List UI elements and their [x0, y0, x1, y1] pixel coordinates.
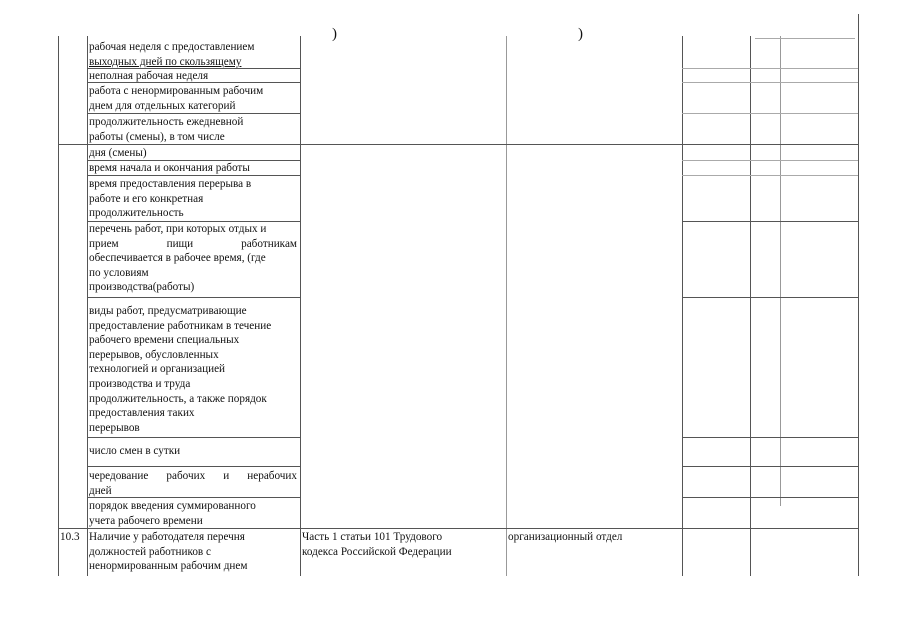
- cell-text: кодекса Российской Федерации: [302, 545, 452, 558]
- table-row: [89, 146, 299, 161]
- legal-basis-cell: [302, 530, 504, 559]
- column-border-check-a: [750, 36, 751, 576]
- cell-text: производства(работы): [89, 281, 195, 294]
- cell-text: работы (смены), в том числе: [89, 130, 225, 143]
- column-border-basis-right: [506, 36, 507, 576]
- header-mark: ): [332, 26, 337, 42]
- check-row-border: [682, 497, 858, 498]
- cell-text: рабочая неделя с предоставлением: [89, 41, 255, 53]
- column-border-requirement-left: [87, 36, 88, 576]
- cell-text: должностей работников с: [89, 545, 211, 558]
- cell-text: время начала и окончания работы: [89, 162, 250, 174]
- cell-text: дней: [89, 484, 112, 497]
- table-row: [89, 499, 299, 528]
- check-row-border: [682, 68, 858, 69]
- cell-text: продолжительность: [89, 207, 184, 220]
- cell-text: технологией и организацией: [89, 363, 226, 376]
- cell-text: работе и его конкретная: [89, 192, 204, 205]
- cell-text: прием пищи работникам: [89, 237, 297, 250]
- cell-text: продолжительность ежедневной: [89, 116, 244, 128]
- cell-text: Наличие у работодателя перечня: [89, 531, 245, 543]
- cell-text: производства и труда: [89, 377, 191, 390]
- table-row: [89, 69, 299, 84]
- table-row: [89, 40, 299, 69]
- table-row: [89, 115, 299, 144]
- row-number: 10.3: [60, 531, 80, 543]
- row-border: [87, 466, 300, 467]
- check-row-border: [682, 466, 858, 467]
- table-row: [89, 177, 299, 221]
- header-rule: [755, 38, 855, 39]
- column-border-number-left: [58, 36, 59, 576]
- table-row: [89, 304, 299, 435]
- row-border: [87, 297, 300, 298]
- cell-text: Часть 1 статьи 101 Трудового: [302, 531, 443, 543]
- column-border-right: [858, 14, 859, 576]
- row-border: [87, 437, 300, 438]
- requirement-cell: [89, 530, 299, 574]
- table-row: [89, 161, 299, 176]
- table-row: [89, 222, 297, 295]
- check-row-border: [682, 82, 858, 83]
- cell-text: предоставление работникам в течение: [89, 319, 272, 332]
- table-row: [89, 469, 297, 498]
- cell-text: чередование рабочих и нерабочих: [89, 470, 297, 482]
- cell-text: неполная рабочая неделя: [89, 70, 209, 82]
- check-row-border: [682, 221, 858, 222]
- cell-text: обеспечивается в рабочее время, (где: [89, 252, 266, 265]
- column-border-responsible-right: [682, 36, 683, 576]
- cell-text: выходных дней по скользящему: [89, 55, 242, 68]
- cell-text: дня (смены): [89, 147, 147, 159]
- cell-text: перерывов, обусловленных: [89, 348, 219, 361]
- table-row: [89, 444, 299, 459]
- cell-text: днем для отдельных категорий: [89, 99, 236, 112]
- cell-text: перерывов: [89, 421, 140, 434]
- cell-text: время предоставления перерыва в: [89, 178, 252, 190]
- responsible-cell: организационный отдел: [508, 531, 623, 543]
- cell-text: работа с ненормированным рабочим: [89, 85, 264, 97]
- cell-text: по условиям: [89, 266, 149, 279]
- column-border-requirement-right: [300, 36, 301, 576]
- column-border-check-b: [780, 36, 781, 506]
- cell-text: предоставления таких: [89, 407, 195, 420]
- check-row-border: [682, 113, 858, 114]
- table-row: [89, 84, 299, 113]
- cell-text: перечень работ, при которых отдых и: [89, 223, 267, 235]
- cell-text: число смен в сутки: [89, 445, 181, 457]
- cell-text: продолжительность, а также порядок: [89, 392, 267, 405]
- cell-text: рабочего времени специальных: [89, 334, 240, 347]
- cell-text: учета рабочего времени: [89, 514, 203, 527]
- header-mark: ): [578, 26, 583, 42]
- check-row-border: [682, 160, 858, 161]
- check-row-border: [682, 297, 858, 298]
- check-row-border: [682, 175, 858, 176]
- check-row-border: [682, 437, 858, 438]
- cell-text: порядок введения суммированного: [89, 500, 256, 512]
- cell-text: виды работ, предусматривающие: [89, 305, 247, 317]
- cell-text: ненормированным рабочим днем: [89, 560, 248, 573]
